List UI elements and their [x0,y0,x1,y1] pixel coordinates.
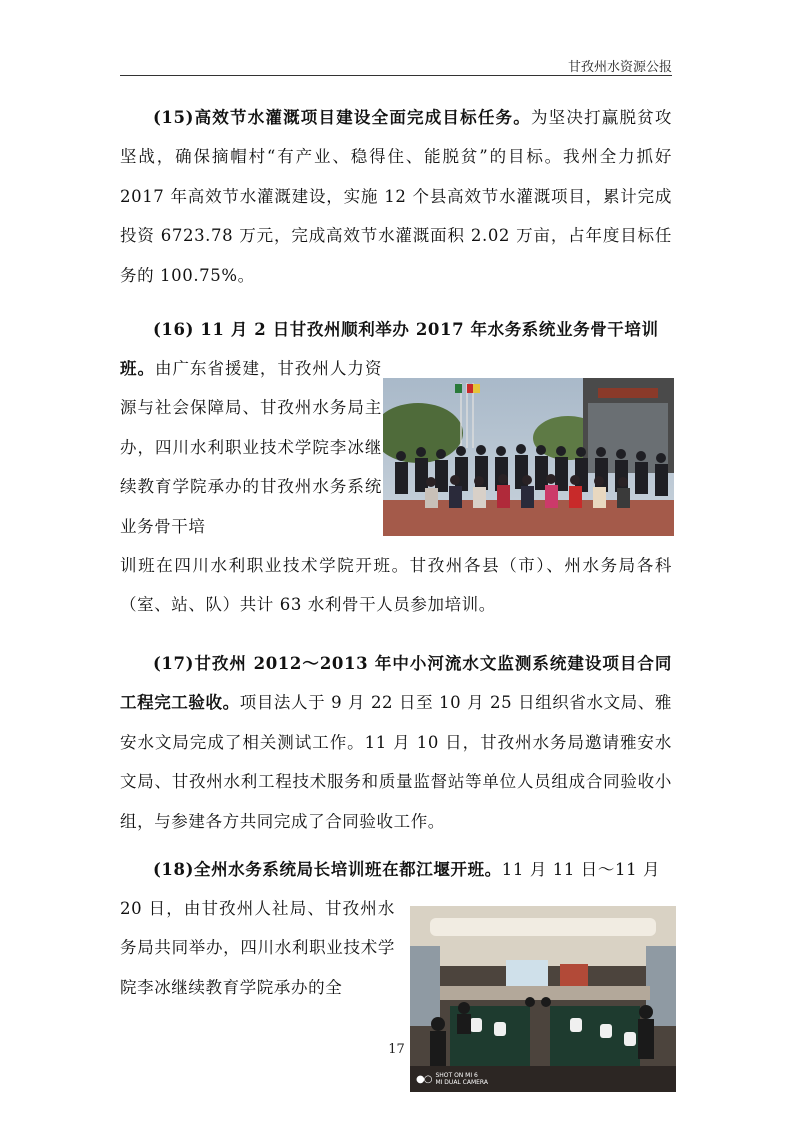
group-photo-illustration [383,378,674,536]
camera-logo-icon: ●○ [416,1073,432,1085]
paragraph-16-body-a: 由广东省援建，甘孜州人力资源与社会保障局、甘孜州水务局主办，四川水利职业技术学院李冰继续教育学院承办的甘孜州水务系统业务骨干培 [120,359,382,536]
paragraph-15-body: 为坚决打赢脱贫攻坚战，确保摘帽村“有产业、稳得住、能脱贫”的目标。我州全力抓好 2017 年高效节水灌溉建设，实施 12 个县高效节水灌溉项目，累计完成投资 6723.78 万元，完成高效节水灌溉面积 2.02 万亩，占年度目标任务的 100.75%。 [120,108,672,285]
training-group-photo [383,378,674,536]
running-header: 甘孜州水资源公报 [567,60,672,75]
paragraph-16-heading: (16) 11 月 2 日甘孜州顺利举办 2017 年水务系统业务骨干培训 [153,320,659,339]
paragraph-17-body: 项目法人于 9 月 22 日至 10 月 25 日组织省水文局、雅安水文局完成了相关测试工作。11 月 10 日，甘孜州水务局邀请雅安水文局、甘孜州水利工程技术服务和质量监督站等单位人员组成合同验收小组，与参建各方共同完成了合同验收工作。 [120,693,672,831]
paragraph-16-body-b: 训班在四川水利职业技术学院开班。甘孜州各县（市）、州水务局各科（室、站、队）共计 63 水利骨干人员参加培训。 [120,556,672,615]
header-rule [120,75,672,76]
meeting-photo-illustration [410,906,676,1092]
paragraph-17 [120,644,672,841]
paragraph-18-beside-photo: 20 日，由甘孜州人社局、甘孜州水务局共同举办，四川水利职业技术学院李冰继续教育学院承办的全 [120,899,395,997]
paragraph-15 [120,98,672,295]
paragraph-17-heading: (17)甘孜州 2012～2013 年中小河流水文监测系统建设项目合同工程完工验收。 [120,654,672,713]
meeting-room-photo [410,906,676,1092]
camera-watermark: ●○ SHOT ON MI 6 MI DUAL CAMERA [416,1072,488,1086]
paragraph-16-beside-photo [120,349,382,546]
paragraph-15-heading: (15)高效节水灌溉项目建设全面完成目标任务。 [153,108,531,127]
page-number: 17 [388,1042,405,1057]
paragraph-18-body-a: 11 月 11 日～11 月 [501,860,661,879]
paragraph-18-heading: (18)全州水务系统局长培训班在都江堰开班。11 月 11 日～11 月 [153,860,661,879]
paragraph-16-heading-end: 班。 [120,359,155,378]
